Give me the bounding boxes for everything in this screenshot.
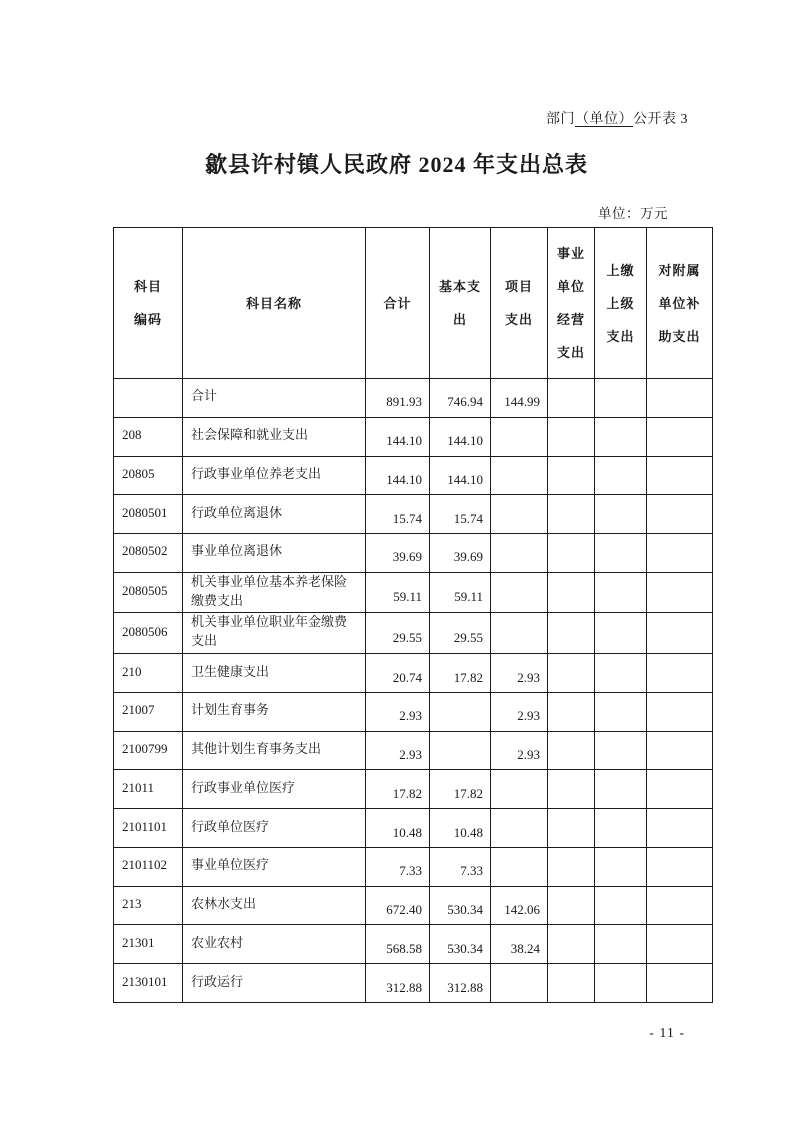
cell-subsidy [647, 654, 713, 693]
cell-operating [548, 613, 595, 654]
cell-basic: 39.69 [430, 534, 491, 573]
cell-project: 2.93 [491, 692, 548, 731]
page-title: 歙县许村镇人民政府 2024 年支出总表 [204, 152, 588, 177]
cell-operating [548, 770, 595, 809]
cell-total: 144.10 [366, 456, 430, 495]
table-row [114, 379, 713, 418]
cell-name: 事业单位离退休 [183, 534, 366, 573]
cell-basic: 530.34 [430, 925, 491, 964]
cell-name: 行政单位离退休 [183, 495, 366, 534]
cell-name: 行政运行 [183, 964, 366, 1003]
table-row [114, 456, 713, 495]
cell-project: 144.99 [491, 379, 548, 418]
cell-code: 2101101 [114, 809, 183, 848]
header-cell-upper: 上缴 上级 支出 [595, 228, 647, 379]
cell-project [491, 809, 548, 848]
table-row [114, 654, 713, 693]
cell-subsidy [647, 809, 713, 848]
cell-basic: 530.34 [430, 886, 491, 925]
cell-project: 38.24 [491, 925, 548, 964]
cell-name: 机关事业单位职业年金缴费支出 [183, 613, 366, 654]
cell-name: 农林水支出 [183, 886, 366, 925]
header-note [546, 108, 688, 128]
cell-subsidy [647, 379, 713, 418]
header-cell-subsidy: 对附属 单位补 助支出 [647, 228, 713, 379]
cell-basic: 312.88 [430, 964, 491, 1003]
cell-name: 行政事业单位养老支出 [183, 456, 366, 495]
cell-basic: 29.55 [430, 613, 491, 654]
table-row [114, 692, 713, 731]
cell-basic [430, 692, 491, 731]
cell-operating [548, 379, 595, 418]
cell-basic: 17.82 [430, 654, 491, 693]
cell-operating [548, 572, 595, 613]
cell-code: 213 [114, 886, 183, 925]
cell-total: 17.82 [366, 770, 430, 809]
cell-total: 2.93 [366, 692, 430, 731]
cell-project: 2.93 [491, 654, 548, 693]
cell-project [491, 572, 548, 613]
cell-operating [548, 456, 595, 495]
cell-operating [548, 886, 595, 925]
table-row [114, 495, 713, 534]
unit-note: 单位：万元 [598, 206, 668, 221]
expenditure-table [113, 227, 713, 1003]
cell-code: 21301 [114, 925, 183, 964]
cell-name: 农业农村 [183, 925, 366, 964]
cell-subsidy [647, 770, 713, 809]
header-cell-total: 合计 [366, 228, 430, 379]
cell-operating [548, 731, 595, 770]
table-row [114, 417, 713, 456]
cell-operating [548, 809, 595, 848]
cell-upper [595, 417, 647, 456]
header-note-prefix: 部门 [546, 112, 575, 127]
cell-code: 2080505 [114, 572, 183, 613]
cell-upper [595, 886, 647, 925]
cell-total: 144.10 [366, 417, 430, 456]
cell-upper [595, 495, 647, 534]
cell-subsidy [647, 572, 713, 613]
cell-subsidy [647, 495, 713, 534]
page-number: - 11 - [649, 1026, 685, 1041]
cell-total: 568.58 [366, 925, 430, 964]
cell-subsidy [647, 534, 713, 573]
table-row [114, 847, 713, 886]
cell-operating [548, 847, 595, 886]
cell-subsidy [647, 847, 713, 886]
cell-project [491, 456, 548, 495]
cell-project [491, 964, 548, 1003]
cell-project [491, 534, 548, 573]
cell-project [491, 417, 548, 456]
cell-operating [548, 534, 595, 573]
cell-basic: 7.33 [430, 847, 491, 886]
table-row [114, 925, 713, 964]
cell-code: 2080501 [114, 495, 183, 534]
cell-code: 2080502 [114, 534, 183, 573]
cell-name: 社会保障和就业支出 [183, 417, 366, 456]
cell-code: 2100799 [114, 731, 183, 770]
cell-project: 2.93 [491, 731, 548, 770]
cell-basic: 10.48 [430, 809, 491, 848]
cell-upper [595, 534, 647, 573]
cell-code: 2130101 [114, 964, 183, 1003]
cell-subsidy [647, 964, 713, 1003]
cell-code: 21011 [114, 770, 183, 809]
cell-subsidy [647, 417, 713, 456]
table-row [114, 964, 713, 1003]
cell-name: 卫生健康支出 [183, 654, 366, 693]
cell-name: 其他计划生育事务支出 [183, 731, 366, 770]
cell-subsidy [647, 925, 713, 964]
header-cell-name: 科目名称 [183, 228, 366, 379]
cell-upper [595, 692, 647, 731]
cell-operating [548, 964, 595, 1003]
cell-code: 2101102 [114, 847, 183, 886]
cell-subsidy [647, 613, 713, 654]
cell-code: 20805 [114, 456, 183, 495]
cell-total: 20.74 [366, 654, 430, 693]
cell-operating [548, 925, 595, 964]
cell-upper [595, 925, 647, 964]
cell-name: 行政事业单位医疗 [183, 770, 366, 809]
header-note-underlined: （单位） [575, 112, 633, 127]
cell-name: 计划生育事务 [183, 692, 366, 731]
table-row [114, 886, 713, 925]
cell-upper [595, 770, 647, 809]
table-row [114, 572, 713, 613]
header-cell-operating: 事业 单位 经营 支出 [548, 228, 595, 379]
cell-total: 10.48 [366, 809, 430, 848]
table-row [114, 770, 713, 809]
cell-project [491, 770, 548, 809]
cell-subsidy [647, 692, 713, 731]
cell-upper [595, 964, 647, 1003]
cell-total: 15.74 [366, 495, 430, 534]
cell-project [491, 847, 548, 886]
cell-basic: 144.10 [430, 417, 491, 456]
cell-project: 142.06 [491, 886, 548, 925]
cell-total: 2.93 [366, 731, 430, 770]
header-cell-project: 项目 支出 [491, 228, 548, 379]
cell-total: 39.69 [366, 534, 430, 573]
cell-basic: 59.11 [430, 572, 491, 613]
cell-upper [595, 654, 647, 693]
cell-upper [595, 847, 647, 886]
cell-upper [595, 731, 647, 770]
cell-project [491, 495, 548, 534]
header-cell-code: 科目 编码 [114, 228, 183, 379]
cell-name: 机关事业单位基本养老保险缴费支出 [183, 572, 366, 613]
header-note-suffix: 公开表 3 [633, 112, 688, 127]
cell-code: 208 [114, 417, 183, 456]
table-row [114, 534, 713, 573]
cell-operating [548, 654, 595, 693]
cell-name: 行政单位医疗 [183, 809, 366, 848]
cell-basic: 746.94 [430, 379, 491, 418]
cell-total: 29.55 [366, 613, 430, 654]
cell-operating [548, 417, 595, 456]
cell-project [491, 613, 548, 654]
cell-code: 21007 [114, 692, 183, 731]
cell-operating [548, 692, 595, 731]
cell-total: 312.88 [366, 964, 430, 1003]
cell-code: 2080506 [114, 613, 183, 654]
cell-basic: 17.82 [430, 770, 491, 809]
cell-upper [595, 809, 647, 848]
cell-upper [595, 572, 647, 613]
cell-code: 210 [114, 654, 183, 693]
cell-name: 事业单位医疗 [183, 847, 366, 886]
cell-total: 672.40 [366, 886, 430, 925]
cell-name: 合计 [183, 379, 366, 418]
cell-upper [595, 456, 647, 495]
cell-subsidy [647, 886, 713, 925]
cell-basic: 144.10 [430, 456, 491, 495]
cell-basic: 15.74 [430, 495, 491, 534]
cell-subsidy [647, 456, 713, 495]
cell-upper [595, 613, 647, 654]
cell-code [114, 379, 183, 418]
table-row [114, 613, 713, 654]
cell-total: 59.11 [366, 572, 430, 613]
table-row [114, 731, 713, 770]
table-header-row [114, 228, 713, 379]
cell-operating [548, 495, 595, 534]
cell-upper [595, 379, 647, 418]
header-cell-basic: 基本支 出 [430, 228, 491, 379]
cell-subsidy [647, 731, 713, 770]
cell-basic [430, 731, 491, 770]
table-row [114, 809, 713, 848]
cell-total: 891.93 [366, 379, 430, 418]
cell-total: 7.33 [366, 847, 430, 886]
